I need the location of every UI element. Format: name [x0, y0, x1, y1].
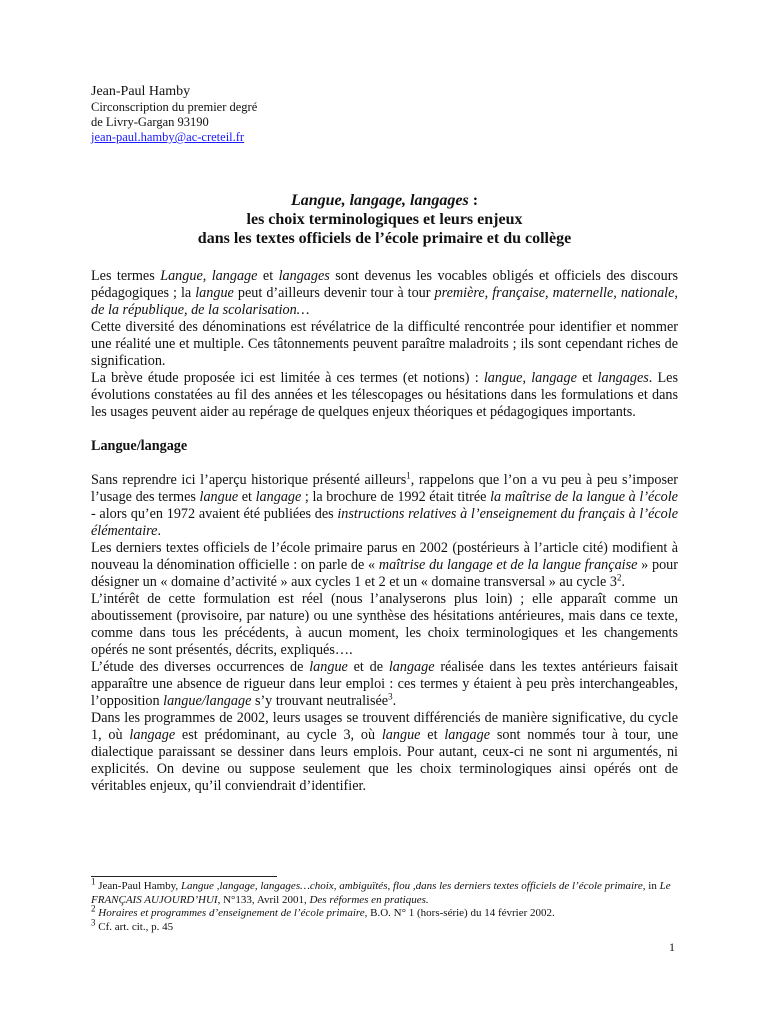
intro-paragraph-3: La brève étude proposée ici est limitée à ces termes (et notions) : langue, langage et langages. Les évolutions constatées au fil des années et les télescopages ou hésitations dans les formulations et dans les usages peuvent aider au repérage de quelques enjeux théoriques et pédagogiques importants. [91, 370, 678, 420]
footnotes [91, 876, 678, 934]
author-block [91, 83, 491, 145]
author-email-link[interactable]: jean-paul.hamby@ac-creteil.fr [91, 130, 245, 144]
section-heading: Langue/langage [91, 438, 188, 454]
footnote-ref-1[interactable]: 1 [406, 470, 411, 481]
page-number: 1 [669, 940, 675, 954]
title-line-2: les choix terminologiques et leurs enjeux [246, 211, 523, 228]
intro-paragraph-1: Les termes Langue, langage et langages sont devenus les vocables obligés et officiels des discours pédagogiques ; la langue peut d’ailleurs devenir tour à tour première, française, maternelle, nationale, de la république, de la scolarisation… [91, 268, 678, 318]
section-paragraph-4: L’étude des diverses occurrences de langue et de langage réalisée dans les textes antérieurs faisait apparaître une absence de rigueur dans leur emploi : ces termes y étaient à peu près interchangeables, l’opposition langue/langage s’y trouvant neutralisée$^3$. [91, 659, 678, 709]
section-paragraph-3: L’intérêt de cette formulation est réel (nous l’analyserons plus loin) ; elle apparaît comme un aboutissement (provisoire, par nature) ou une synthèse des hésitations antérieures, mais dans ce texte, comme dans tous les précédents, à aucun moment, les choix terminologiques et les changements opérés ne sont présentés, décrits, expliqués…. [91, 591, 678, 658]
document-body [91, 268, 678, 795]
intro-paragraph-2: Cette diversité des dénominations est révélatrice de la difficulté rencontrée pour identifier et nommer une réalité une et multiple. Ces tâtonnements peuvent paraître maladroits ; ils sont cependant riches de signification. [91, 319, 678, 369]
author-name: Jean-Paul Hamby [91, 84, 191, 99]
author-district: Circonscription du premier degré [91, 100, 258, 114]
section-paragraph-1: Sans reprendre ici l’aperçu historique présenté ailleurs$^1$, rappelons que l’on a vu peu à peu s’imposer l’usage des termes langue et langage ; la brochure de 1992 était titrée la maîtrise de la langue à l’école - alors qu’en 1972 avaient été publiées des instructions relatives à l’enseignement du français à l’école élémentaire. [91, 470, 679, 539]
author-address: de Livry-Gargan 93190 [91, 115, 209, 129]
footnote-2: $^2$ Horaires et programmes d’enseignement de l’école primaire, B.O. N° 1 (hors-série) du 14 février 2002. [91, 903, 555, 919]
footnote-3: $^3$ Cf. art. cit., p. 45 [91, 916, 174, 933]
title-line-1: Langue, langage, langages : [290, 192, 479, 209]
footnote-1: $^1$ Jean-Paul Hamby, Langue ,langage, langages…choix, ambiguïtés, flou ,dans les derniers textes officiels de l’école primaire, in Le FRANÇAIS AUJOURD’HUI, N°133, Avril 2001, Des réformes en pratiques. [91, 876, 671, 906]
document-title [91, 191, 678, 248]
section-paragraph-5: Dans les programmes de 2002, leurs usages se trouvent différenciés de manière significative, du cycle 1, où langage est prédominant, au cycle 3, où langue et langage sont nommés tour à tour, une dialectique paraissant se dessiner dans leurs emplois. Pour autant, ceux-ci ne sont ni argumentés, ni explicités. On devine ou suppose seulement que les choix terminologiques ainsi opérés ont de véritables enjeux, qu’il conviendrait d’identifier. [91, 710, 678, 794]
footnote-ref-2[interactable]: 2 [616, 572, 622, 583]
section-paragraph-2: Les derniers textes officiels de l’école primaire parus en 2002 (postérieurs à l’article cité) modifient à nouveau la dénomination officielle : on parle de « maîtrise du langage et de la langue française » pour désigner un « domaine d’activité » aux cycles 1 et 2 et un « domaine transversal » au cycle $3^2$. [91, 540, 679, 590]
title-line-3: dans les textes officiels de l’école primaire et du collège [197, 230, 572, 247]
footnote-separator [91, 876, 277, 877]
footnote-ref-3[interactable]: 3 [388, 691, 393, 702]
